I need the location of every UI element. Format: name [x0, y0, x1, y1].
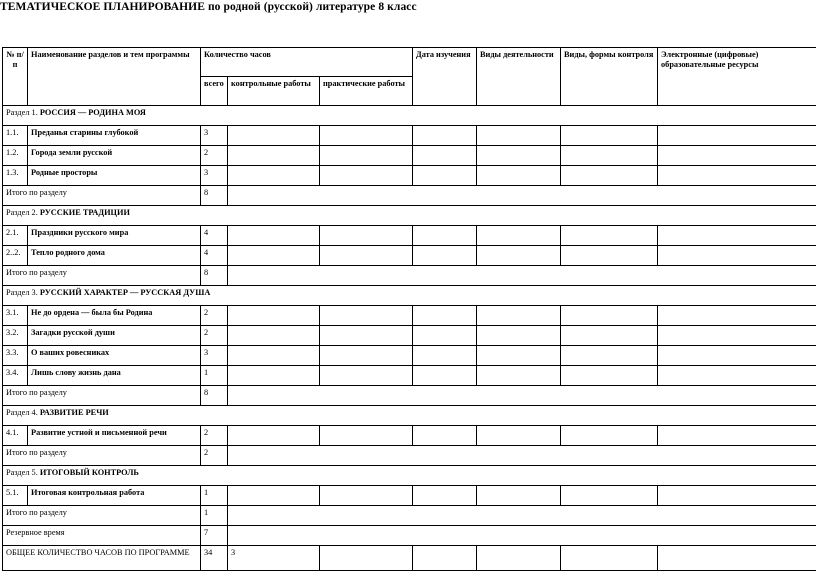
subtotal-hours: 2	[201, 446, 228, 466]
subtotal-row	[3, 506, 816, 526]
topic-hours: 2	[201, 146, 228, 166]
topic-hours: 1	[201, 486, 228, 506]
topic-num: 2..2.	[3, 246, 28, 266]
empty-cell	[658, 426, 816, 446]
empty-cell	[320, 166, 413, 186]
topic-num: 3.2.	[3, 326, 28, 346]
topic-row	[3, 486, 816, 506]
section-title	[3, 466, 816, 486]
empty-cell	[413, 246, 477, 266]
empty-cell	[561, 346, 658, 366]
empty-cell	[228, 146, 320, 166]
header-hours: Количество часов	[201, 48, 413, 77]
subtotal-row	[3, 446, 816, 466]
total-row	[3, 546, 816, 571]
empty-cell	[413, 326, 477, 346]
empty-cell	[477, 166, 561, 186]
section-row	[3, 286, 816, 306]
topic-hours: 3	[201, 346, 228, 366]
reserve-row	[3, 526, 816, 546]
section-row	[3, 106, 816, 126]
subtotal-hours: 8	[201, 386, 228, 406]
thematic-plan-table	[2, 47, 816, 571]
topic-row	[3, 366, 816, 386]
header-practical: практические работы	[320, 77, 413, 106]
empty-cell	[477, 546, 561, 571]
topic-row	[3, 346, 816, 366]
empty-cell	[658, 246, 816, 266]
topic-hours: 3	[201, 166, 228, 186]
subtotal-row	[3, 186, 816, 206]
empty-cell	[228, 166, 320, 186]
empty-cell	[413, 166, 477, 186]
topic-row	[3, 126, 816, 146]
empty-cell	[477, 326, 561, 346]
topic-name: Города земли русской	[28, 146, 201, 166]
header-num: № п/п	[3, 48, 28, 106]
subtotal-label: Итого по разделу	[3, 506, 201, 526]
topic-name: Итоговая контрольная работа	[28, 486, 201, 506]
empty-cell	[561, 306, 658, 326]
section-title	[3, 286, 816, 306]
empty-cell	[228, 246, 320, 266]
topic-name: Тепло родного дома	[28, 246, 201, 266]
empty-cell	[320, 146, 413, 166]
topic-row	[3, 246, 816, 266]
empty-cell	[413, 366, 477, 386]
section-prefix: Раздел 2.	[6, 208, 38, 217]
topic-name: Не до ордена — была бы Родина	[28, 306, 201, 326]
empty-cell	[413, 226, 477, 246]
topic-hours: 2	[201, 326, 228, 346]
topic-name: Лишь слову жизнь дана	[28, 366, 201, 386]
empty-cell	[477, 306, 561, 326]
section-row	[3, 466, 816, 486]
empty-cell	[228, 486, 320, 506]
empty-cell	[228, 186, 816, 206]
empty-cell	[561, 546, 658, 571]
empty-cell	[561, 226, 658, 246]
topic-row	[3, 306, 816, 326]
topic-num: 3.3.	[3, 346, 28, 366]
section-name: РАЗВИТИЕ РЕЧИ	[39, 408, 109, 417]
subtotal-label: Итого по разделу	[3, 386, 201, 406]
empty-cell	[228, 446, 816, 466]
topic-hours: 2	[201, 306, 228, 326]
empty-cell	[228, 226, 320, 246]
empty-cell	[658, 486, 816, 506]
empty-cell	[228, 266, 816, 286]
total-control: 3	[228, 546, 320, 571]
empty-cell	[658, 346, 816, 366]
reserve-label: Резервное время	[3, 526, 201, 546]
section-name: РОССИЯ — РОДИНА МОЯ	[39, 108, 146, 117]
section-prefix: Раздел 4.	[6, 408, 38, 417]
topic-num: 3.1.	[3, 306, 28, 326]
total-label: ОБЩЕЕ КОЛИЧЕСТВО ЧАСОВ ПО ПРОГРАММЕ	[3, 546, 201, 571]
empty-cell	[320, 486, 413, 506]
total-hours: 34	[201, 546, 228, 571]
empty-cell	[658, 226, 816, 246]
empty-cell	[228, 346, 320, 366]
section-name: РУССКИЕ ТРАДИЦИИ	[39, 208, 130, 217]
empty-cell	[228, 506, 816, 526]
empty-cell	[477, 126, 561, 146]
empty-cell	[477, 426, 561, 446]
empty-cell	[658, 126, 816, 146]
topic-num: 1.1.	[3, 126, 28, 146]
empty-cell	[477, 486, 561, 506]
subtotal-hours: 8	[201, 266, 228, 286]
header-resources: Электронные (цифровые) образовательные ресурсы	[658, 48, 816, 106]
topic-num: 5.1.	[3, 486, 28, 506]
empty-cell	[320, 246, 413, 266]
topic-hours: 4	[201, 226, 228, 246]
empty-cell	[477, 246, 561, 266]
empty-cell	[228, 366, 320, 386]
empty-cell	[228, 386, 816, 406]
topic-row	[3, 426, 816, 446]
empty-cell	[658, 146, 816, 166]
subtotal-row	[3, 266, 816, 286]
empty-cell	[413, 346, 477, 366]
empty-cell	[658, 366, 816, 386]
empty-cell	[320, 226, 413, 246]
empty-cell	[320, 126, 413, 146]
topic-name: Родные просторы	[28, 166, 201, 186]
empty-cell	[561, 326, 658, 346]
header-control: контрольные работы	[228, 77, 320, 106]
topic-name: Праздники русского мира	[28, 226, 201, 246]
subtotal-hours: 8	[201, 186, 228, 206]
empty-cell	[413, 426, 477, 446]
empty-cell	[320, 326, 413, 346]
empty-cell	[561, 246, 658, 266]
header-row	[3, 48, 816, 77]
topic-name: О ваших ровесниках	[28, 346, 201, 366]
topic-row	[3, 326, 816, 346]
topic-name: Развитие устной и письменной речи	[28, 426, 201, 446]
topic-hours: 4	[201, 246, 228, 266]
topic-name: Преданья старины глубокой	[28, 126, 201, 146]
topic-hours: 3	[201, 126, 228, 146]
empty-cell	[320, 426, 413, 446]
empty-cell	[413, 146, 477, 166]
topic-row	[3, 146, 816, 166]
empty-cell	[477, 146, 561, 166]
header-name: Наименование разделов и тем программы	[28, 48, 201, 106]
topic-num: 3.4.	[3, 366, 28, 386]
empty-cell	[658, 326, 816, 346]
empty-cell	[477, 366, 561, 386]
header-total: всего	[201, 77, 228, 106]
empty-cell	[413, 546, 477, 571]
empty-cell	[477, 346, 561, 366]
empty-cell	[561, 126, 658, 146]
subtotal-label: Итого по разделу	[3, 266, 201, 286]
empty-cell	[320, 546, 413, 571]
empty-cell	[320, 306, 413, 326]
section-title	[3, 106, 816, 126]
empty-cell	[561, 426, 658, 446]
empty-cell	[413, 486, 477, 506]
topic-name: Загадки русской души	[28, 326, 201, 346]
topic-num: 4.1.	[3, 426, 28, 446]
section-name: РУССКИЙ ХАРАКТЕР — РУССКАЯ ДУША	[39, 288, 211, 297]
subtotal-hours: 1	[201, 506, 228, 526]
section-title	[3, 206, 816, 226]
empty-cell	[561, 366, 658, 386]
empty-cell	[413, 126, 477, 146]
empty-cell	[228, 526, 816, 546]
document-title: ТЕМАТИЧЕСКОЕ ПЛАНИРОВАНИЕ по родной (русской) литературе 8 класс	[0, 1, 417, 13]
section-row	[3, 406, 816, 426]
empty-cell	[561, 146, 658, 166]
topic-num: 1.2.	[3, 146, 28, 166]
section-name: ИТОГОВЫЙ КОНТРОЛЬ	[39, 468, 139, 477]
section-prefix: Раздел 5.	[6, 468, 38, 477]
subtotal-row	[3, 386, 816, 406]
topic-hours: 1	[201, 366, 228, 386]
subtotal-label: Итого по разделу	[3, 446, 201, 466]
empty-cell	[477, 226, 561, 246]
empty-cell	[413, 306, 477, 326]
section-prefix: Раздел 1.	[6, 108, 38, 117]
empty-cell	[561, 486, 658, 506]
topic-row	[3, 166, 816, 186]
empty-cell	[228, 126, 320, 146]
section-title	[3, 406, 816, 426]
header-activity: Виды деятельности	[477, 48, 561, 106]
header-date: Дата изучения	[413, 48, 477, 106]
reserve-hours: 7	[201, 526, 228, 546]
topic-row	[3, 226, 816, 246]
empty-cell	[228, 326, 320, 346]
empty-cell	[658, 166, 816, 186]
subtotal-label: Итого по разделу	[3, 186, 201, 206]
empty-cell	[320, 366, 413, 386]
empty-cell	[320, 346, 413, 366]
empty-cell	[658, 546, 816, 571]
empty-cell	[228, 306, 320, 326]
topic-hours: 2	[201, 426, 228, 446]
section-row	[3, 206, 816, 226]
section-prefix: Раздел 3.	[6, 288, 38, 297]
header-forms: Виды, формы контроля	[561, 48, 658, 106]
topic-num: 2.1.	[3, 226, 28, 246]
empty-cell	[228, 426, 320, 446]
empty-cell	[561, 166, 658, 186]
topic-num: 1.3.	[3, 166, 28, 186]
empty-cell	[658, 306, 816, 326]
